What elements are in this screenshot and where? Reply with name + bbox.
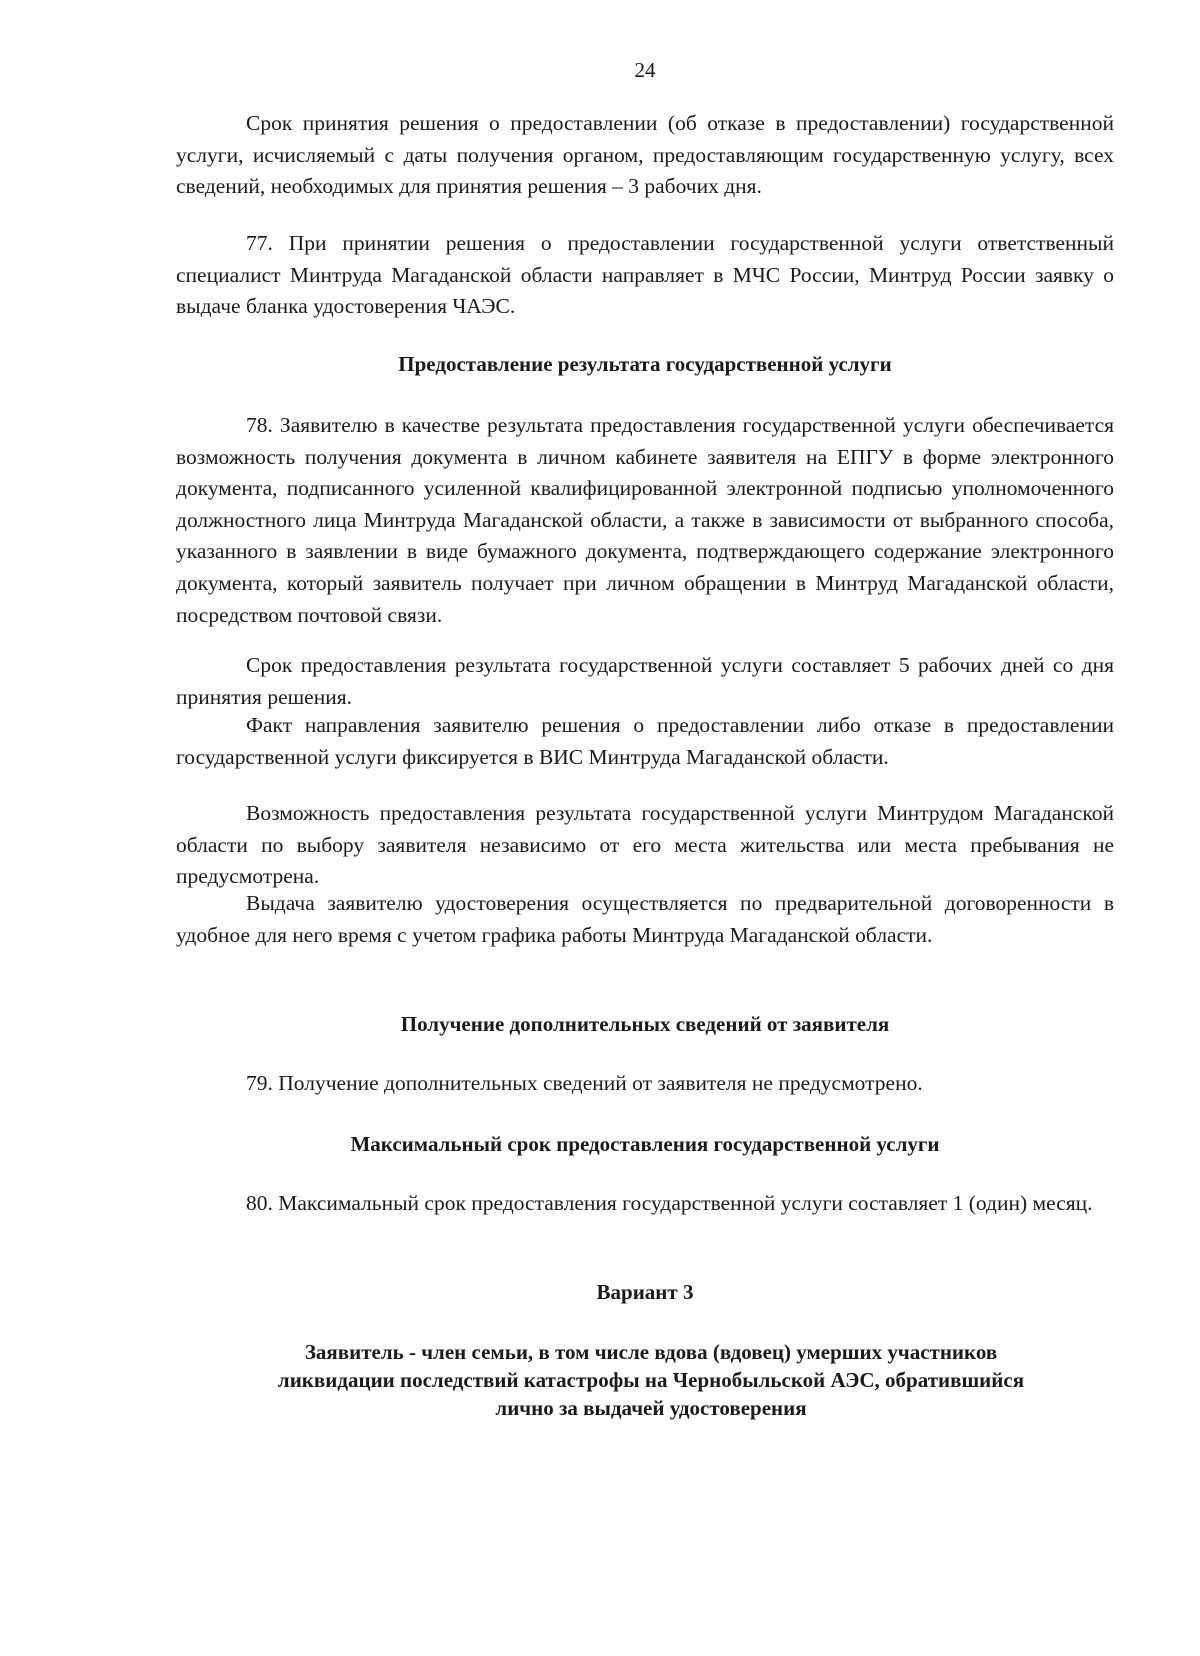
paragraph-78-possibility: Возможность предоставления результата государственной услуги Минтрудом Магаданской области по выбору заявителя независимо от его места жительства или места пребывания не предусмотрена. [176, 801, 1114, 889]
paragraph-78-term: Срок предоставления результата государственной услуги составляет 5 рабочих дней со дня принятия решения. [176, 653, 1114, 709]
paragraph-78-issuance: Выдача заявителю удостоверения осуществляется по предварительной договоренности в удобное для него время с учетом графика работы Минтруда Магаданской области. [176, 891, 1114, 947]
paragraph-78-fact: Факт направления заявителю решения о предоставлении либо отказе в предоставлении государственной услуги фиксируется в ВИС Минтруда Магаданской области. [176, 713, 1114, 769]
page-number: 24 [634, 58, 656, 82]
heading-variant-3: Вариант 3 [596, 1280, 694, 1304]
paragraph-79: 79. Получение дополнительных сведений от заявителя не предусмотрено. [246, 1071, 923, 1095]
heading-result-provision: Предоставление результата государственной услуги [398, 352, 892, 376]
heading-applicant-description: Заявитель - член семьи, в том числе вдова (вдовец) умерших участников ликвидации последствий катастрофы на Чернобыльской АЭС, обратившийся лично за выдачей удостоверения [277, 1340, 1025, 1420]
paragraph-80: 80. Максимальный срок предоставления государственной услуги составляет 1 (один) месяц. [246, 1191, 1093, 1215]
paragraph-77: 77. При принятии решения о предоставлении государственной услуги ответственный специалист Минтруда Магаданской области направляет в МЧС России, Минтруд России заявку о выдаче бланка удостоверения ЧАЭС. [176, 231, 1114, 319]
document-page [176, 0, 1114, 1656]
paragraph-78: 78. Заявителю в качестве результата предоставления государственной услуги обеспечивается возможность получения документа в личном кабинете заявителя на ЕПГУ в форме электронного документа, подписанного усиленной квалифицированной электронной подписью уполномоченного должностного лица Минтруда Магаданской области, а также в зависимости от выбранного способа, указанного в заявлении в виде бумажного документа, подтверждающего содержание электронного документа, который заявитель получает при личном обращении в Минтруд Магаданской области, посредством почтовой связи. [176, 413, 1114, 627]
heading-additional-info: Получение дополнительных сведений от заявителя [400, 1012, 890, 1036]
heading-max-term: Максимальный срок предоставления государственной услуги [350, 1132, 940, 1156]
paragraph-decision-term: Срок принятия решения о предоставлении (об отказе в предоставлении) государственной услуги, исчисляемый с даты получения органом, предоставляющим государственную услугу, всех сведений, необходимых для принятия решения – 3 рабочих дня. [176, 111, 1114, 199]
